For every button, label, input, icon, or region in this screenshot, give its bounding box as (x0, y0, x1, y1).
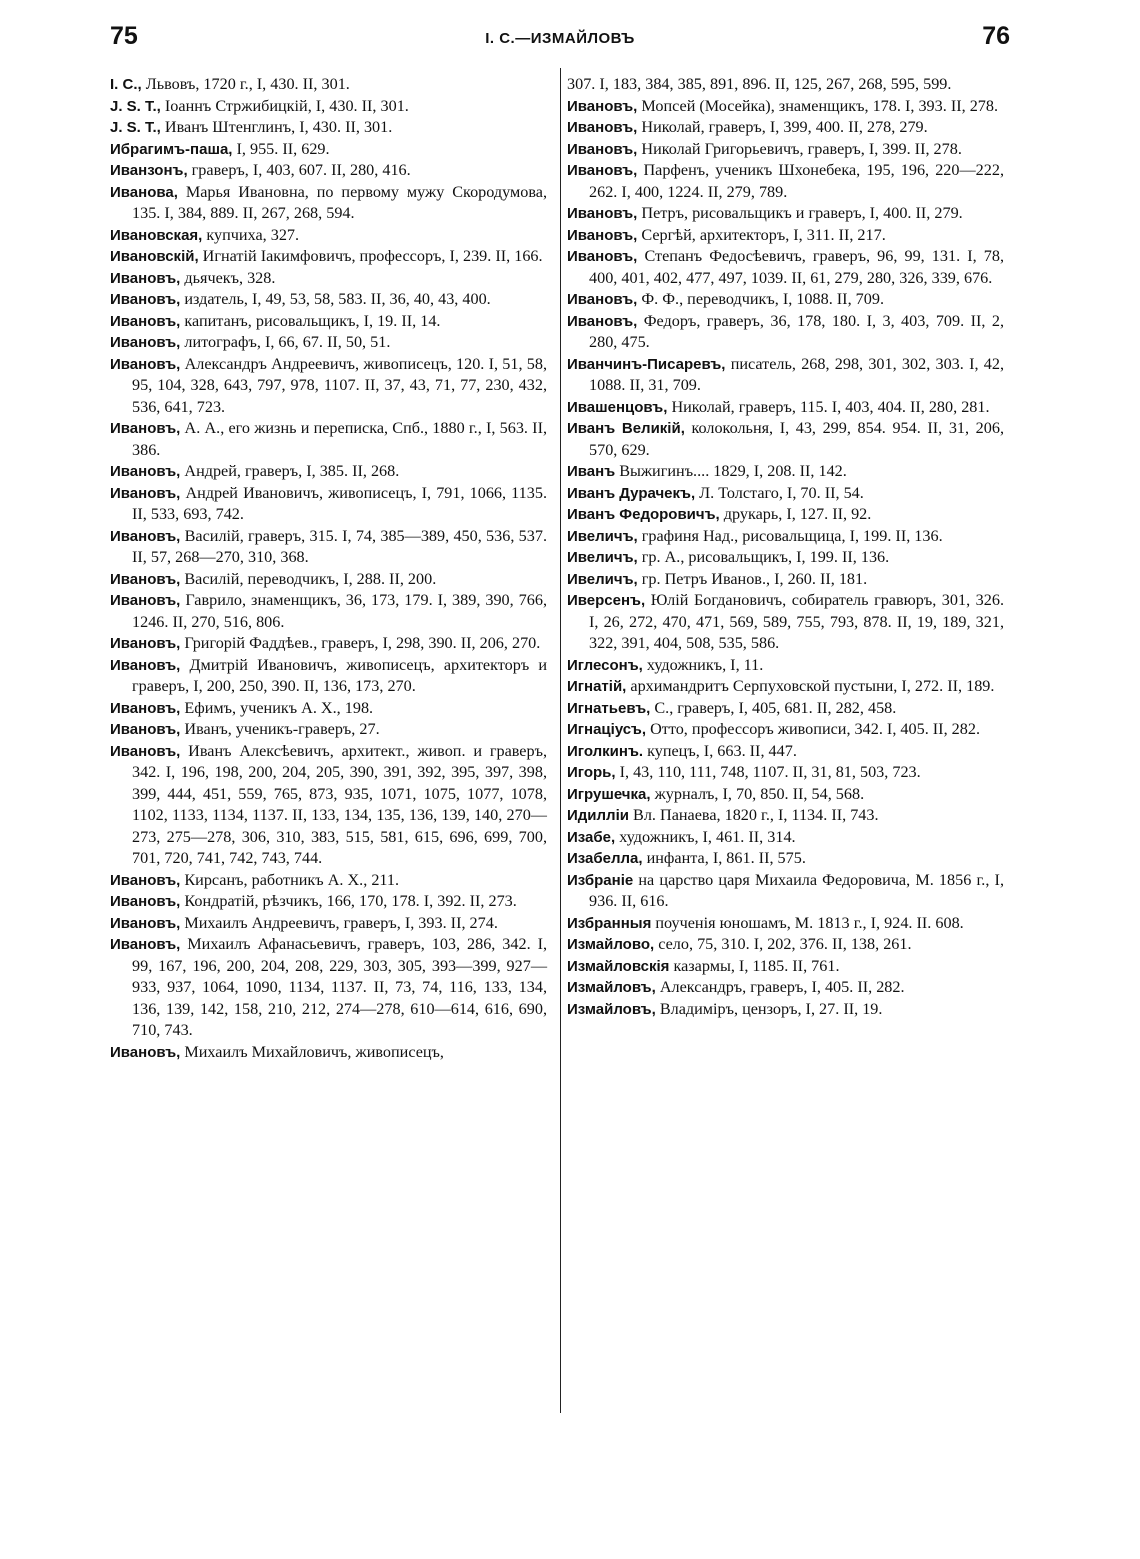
right-page-number: 76 (982, 22, 1010, 50)
entry-headword: Иванъ (567, 463, 616, 480)
left-page-number: 75 (110, 22, 138, 50)
entry-text: село, 75, 310. I, 202, 376. II, 138, 261. (658, 935, 912, 953)
entry-headword: Избранныя (567, 914, 652, 932)
entry-headword: Ивановъ, (110, 527, 181, 545)
entry-text: Иванъ, ученикъ-граверъ, 27. (184, 720, 380, 738)
entry-headword: Ивановъ, (110, 914, 181, 932)
entry-headword: Ивановъ, (567, 226, 638, 244)
entry-text: дьячекъ, 328. (184, 268, 276, 287)
index-entry (567, 289, 1004, 311)
index-entry (110, 526, 547, 569)
entry-text: Михаилъ Афанасьевичъ, граверъ, 103, 286, 342. I, 99, 167, 196, 200, 204, 208, 229, 303, 305, 393—399, 927—933, 937, 1064, 1090, 1134, 1137. II, 73, 74, 116, 133, 134, 136, 139, 142, 158, 210, 212, 274—278, 610—614, 616, 690, 710, 743. (132, 935, 547, 1039)
entry-headword: Ивановъ, (110, 570, 181, 588)
entry-text: друкарь, I, 127. II, 92. (723, 505, 872, 523)
index-entry (567, 354, 1004, 397)
entry-text: Львовъ, 1720 г., I, 430. II, 301. (145, 75, 350, 93)
index-entry (110, 139, 547, 161)
entry-text: I, 43, 110, 111, 748, 1107. II, 31, 81, 503, 723. (619, 763, 921, 781)
entry-headword: Иванзонъ, (110, 162, 188, 179)
entry-text: купецъ, I, 663. II, 447. (647, 741, 797, 760)
entry-text: Мопсей (Мосейка), знаменщикъ, 178. I, 393. II, 278. (641, 96, 999, 115)
entry-text: Николай, граверъ, 115. I, 403, 404. II, 280, 281. (671, 397, 990, 416)
index-entry (110, 913, 547, 935)
entry-headword: Ивановскій, (110, 248, 199, 265)
entry-text: писатель, 268, 298, 301, 302, 303. I, 42, 1088. II, 31, 709. (589, 354, 1004, 394)
entry-headword: Иванъ Федоровичъ, (567, 506, 720, 523)
index-entry (567, 418, 1004, 461)
index-entry (567, 805, 1004, 827)
index-entry (567, 461, 1004, 483)
entry-headword: Иглесонъ, (567, 656, 643, 674)
entry-text: Ефимъ, ученикъ А. Х., 198. (184, 698, 374, 717)
index-entry (567, 934, 1004, 956)
entry-text: Марья Ивановна, по первому мужу Скородумова, 135. I, 384, 889. II, 267, 268, 594. (132, 182, 548, 222)
entry-text: издатель, I, 49, 53, 58, 583. II, 36, 40, 43, 400. (184, 290, 491, 308)
entry-text: капитанъ, рисовальщикъ, I, 19. II, 14. (184, 311, 441, 330)
entry-headword: Измайловъ, (567, 1000, 656, 1018)
index-entry (567, 397, 1004, 419)
entry-text: Выжигинъ.... 1829, I, 208. II, 142. (619, 462, 847, 480)
entry-text: Григорій Фаддѣев., граверъ, I, 298, 390. II, 206, 270. (184, 634, 541, 652)
entry-text: литографъ, I, 66, 67. II, 50, 51. (184, 333, 391, 351)
entry-headword: Ивановъ, (567, 205, 638, 222)
index-entry (110, 934, 547, 1042)
entry-headword: Ивановъ, (567, 162, 638, 179)
entry-text: художникъ, I, 11. (646, 655, 764, 674)
index-entry (567, 139, 1004, 161)
entry-text: Игнатій Іакимфовичъ, профессоръ, I, 239. II, 166. (202, 247, 543, 265)
index-entry (110, 483, 547, 526)
entry-text: Отто, профессоръ живописи, 342. I, 405. II, 282. (650, 720, 980, 738)
entry-headword: Ивановъ, (110, 484, 181, 502)
entry-headword: Избраніе (567, 871, 634, 889)
entry-text: Іоаннъ Стржибицкій, I, 430. II, 301. (164, 96, 409, 115)
entry-headword: Ивановъ, (110, 699, 181, 717)
index-entry (110, 182, 547, 225)
index-entry (567, 977, 1004, 999)
index-entry (567, 225, 1004, 247)
entry-text: поученія юношамъ, М. 1813 г., I, 924. II. 608. (655, 913, 964, 932)
entry-text: Андрей Ивановичъ, живописецъ, I, 791, 1066, 1135. II, 533, 693, 742. (132, 483, 547, 523)
index-entry (567, 526, 1004, 548)
entry-text: I, 955. II, 629. (236, 139, 330, 158)
index-entry (110, 332, 547, 354)
entry-headword: Ивановъ, (567, 291, 638, 308)
index-entry (110, 698, 547, 720)
entry-text: 307. I, 183, 384, 385, 891, 896. II, 125, 267, 268, 595, 599. (567, 75, 952, 93)
index-entry (567, 655, 1004, 677)
index-entry (110, 268, 547, 290)
entry-text: Дмитрій Ивановичъ, живописецъ, архитекторъ и граверъ, I, 200, 250, 390. II, 136, 173, 270. (132, 655, 548, 695)
entry-headword: Иванъ Дурачекъ, (567, 484, 696, 502)
entry-text: графиня Над., рисовальщица, I, 199. II, 136. (641, 526, 943, 545)
index-entry (110, 117, 547, 139)
entry-text: Иванъ Алексѣевичъ, архитект., живоп. и граверъ, 342. I, 196, 198, 200, 204, 205, 390, 391, 392, 395, 397, 398, 399, 444, 451, 559, 765, 873, 935, 1071, 1075, 1077, 1078, 1102, 1133, 1134, 1137. II, 133, 134, 135, 136, 139, 140, 270—273, 275—278, 306, 310, 383, 515, 581, 615, 696, 699, 700, 701, 720, 741, 742, 743, 744. (132, 741, 548, 867)
index-entry (110, 461, 547, 483)
right-column (567, 74, 1004, 1020)
entry-headword: Ивеличъ, (567, 570, 638, 588)
index-entry (110, 160, 547, 182)
entry-headword: Ибрагимъ-паша, (110, 140, 233, 158)
entry-text: архимандритъ Серпуховской пустыни, I, 272. II, 189. (630, 677, 995, 695)
index-entry (567, 999, 1004, 1021)
entry-headword: Игрушечка, (567, 785, 651, 803)
entry-text: гр. Петръ Иванов., I, 260. II, 181. (641, 569, 868, 588)
index-entry (567, 504, 1004, 526)
entry-text: инфанта, I, 861. II, 575. (646, 849, 806, 867)
index-entry (110, 354, 547, 419)
index-entry (567, 590, 1004, 655)
entry-text: граверъ, I, 403, 607. II, 280, 416. (191, 161, 411, 179)
index-entry (110, 311, 547, 333)
entry-text: гр. А., рисовальщикъ, I, 199. II, 136. (641, 548, 890, 566)
entry-headword: I. C., (110, 76, 142, 93)
running-title: I. C.—ИЗМАЙЛОВЪ (485, 30, 635, 47)
entry-text: Юлій Богдановичъ, собиратель гравюръ, 301, 326. I, 26, 272, 470, 471, 569, 589, 755, 793, 878. II, 19, 189, 321, 322, 391, 404, 508, 535, 586. (589, 591, 1004, 652)
entry-headword: Ивановъ, (110, 656, 181, 674)
entry-text: Иванъ Штенглинъ, I, 430. II, 301. (164, 118, 393, 136)
entry-headword: Ивановъ, (110, 1043, 181, 1061)
entry-headword: Иванчинъ-Писаревъ, (567, 355, 726, 373)
index-entry (567, 741, 1004, 763)
entry-headword: Игнаціусъ, (567, 721, 647, 738)
entry-text: Вл. Панаева, 1820 г., I, 1134. II, 743. (633, 806, 879, 824)
entry-text: Кирсанъ, работникъ А. Х., 211. (184, 870, 400, 889)
entry-headword: Ивеличъ, (567, 527, 638, 545)
index-entry (110, 225, 547, 247)
entry-headword: Ивановъ, (110, 721, 181, 738)
index-entry (110, 569, 547, 591)
index-entry (110, 289, 547, 311)
index-entry (110, 96, 547, 118)
entry-headword: Иголкинъ. (567, 742, 644, 760)
entry-headword: Измайловскія (567, 957, 670, 975)
entry-headword: Идилліи (567, 807, 629, 824)
index-entry (567, 311, 1004, 354)
index-entry (110, 590, 547, 633)
index-entry (110, 719, 547, 741)
index-entry (567, 676, 1004, 698)
index-entry (567, 698, 1004, 720)
entry-text: С., граверъ, I, 405, 681. II, 282, 458. (654, 698, 897, 717)
entry-text: Гаврило, знаменщикъ, 36, 173, 179. I, 389, 390, 766, 1246. II, 270, 516, 806. (132, 591, 547, 631)
entry-text: Степанъ Федосѣевичъ, граверъ, 96, 99, 131. I, 78, 400, 401, 402, 477, 497, 1039. II, 61, 279, 280, 326, 339, 676. (589, 247, 1005, 287)
entry-text: Ф. Ф., переводчикъ, I, 1088. II, 709. (641, 290, 884, 308)
entry-text: купчиха, 327. (206, 225, 300, 244)
index-entry (567, 762, 1004, 784)
entry-text: Петръ, рисовальщикъ и граверъ, I, 400. II, 279. (641, 204, 963, 222)
entry-headword: Ивановъ, (110, 893, 181, 910)
index-entry (567, 913, 1004, 935)
index-entry (567, 870, 1004, 913)
entry-headword: J. S. T., (110, 119, 161, 136)
index-entry (110, 74, 547, 96)
entry-headword: Игнатьевъ, (567, 699, 651, 717)
entry-text: на царство царя Михаила Федоровича, М. 1856 г., I, 936. II, 616. (589, 870, 1004, 910)
entry-text: Николай Григорьевичъ, граверъ, I, 399. II, 278. (641, 139, 962, 158)
entry-text: колокольня, I, 43, 299, 854. 954. II, 31, 206, 570, 629. (589, 419, 1004, 459)
entry-headword: Ивановъ, (110, 463, 181, 480)
left-column (110, 74, 547, 1063)
entry-headword: Ивановъ, (567, 119, 638, 136)
entry-headword: Игнатій, (567, 678, 627, 695)
index-entry (567, 246, 1004, 289)
index-entry (567, 848, 1004, 870)
entry-text: Парфенъ, ученикъ Шхонебека, 195, 196, 220—222, 262. I, 400, 1224. II, 279, 789. (589, 161, 1005, 201)
entry-headword: Измайловъ, (567, 979, 656, 996)
entry-text: Александръ, граверъ, I, 405. II, 282. (659, 978, 905, 996)
entry-text: Андрей, граверъ, I, 385. II, 268. (184, 462, 400, 480)
entry-headword: Ивановъ, (110, 592, 181, 609)
entry-text: А. А., его жизнь и переписка, Спб., 1880 г., I, 563. II, 386. (132, 419, 548, 459)
entry-headword: Ивановъ, (567, 248, 638, 265)
index-entry (110, 741, 547, 870)
index-entry (567, 547, 1004, 569)
entry-headword: Ивановъ, (110, 635, 181, 652)
entry-headword: Ивановъ, (110, 269, 181, 287)
index-entry (567, 160, 1004, 203)
entry-headword: Ивановъ, (110, 871, 181, 889)
index-entry (110, 870, 547, 892)
entry-headword: Иванова, (110, 183, 178, 201)
entry-headword: Изабелла, (567, 850, 643, 867)
entry-headword: Ивановъ, (110, 742, 181, 760)
entry-text: Федоръ, граверъ, 36, 178, 180. I, 3, 403, 709. II, 2, 280, 475. (589, 311, 1004, 351)
entry-headword: Ивановъ, (567, 97, 638, 115)
entry-headword: Ивеличъ, (567, 549, 638, 566)
index-entry (110, 891, 547, 913)
entry-headword: Ивановъ, (567, 312, 638, 330)
entry-headword: J. S. T., (110, 97, 161, 115)
entry-text: Л. Толстаго, I, 70. II, 54. (699, 483, 864, 502)
entry-text: Михаилъ Андреевичъ, граверъ, I, 393. II, 274. (184, 913, 498, 932)
entry-headword: Ивановъ, (110, 936, 181, 953)
entry-text: Василій, переводчикъ, I, 288. II, 200. (184, 569, 437, 588)
entry-text: художникъ, I, 461. II, 314. (619, 827, 796, 846)
entry-headword: Ивановъ, (110, 355, 181, 373)
index-entry (567, 784, 1004, 806)
entry-headword: Ивановъ, (110, 312, 181, 330)
index-entry (567, 569, 1004, 591)
entry-headword: Ивашенцовъ, (567, 398, 668, 416)
index-entry (567, 117, 1004, 139)
index-entry (567, 483, 1004, 505)
entry-headword: Ивановъ, (567, 140, 638, 158)
index-entry (110, 246, 547, 268)
index-entry (567, 96, 1004, 118)
index-entry (110, 633, 547, 655)
entry-text: казармы, I, 1185. II, 761. (673, 956, 840, 975)
index-entry (567, 74, 1004, 96)
index-entry (110, 655, 547, 698)
index-entry (110, 1042, 547, 1064)
entry-text: Николай, граверъ, I, 399, 400. II, 278, 279. (641, 118, 928, 136)
index-entry (567, 956, 1004, 978)
index-entry (567, 203, 1004, 225)
entry-text: Сергѣй, архитекторъ, I, 311. II, 217. (641, 225, 886, 244)
column-divider (560, 68, 561, 1413)
entry-headword: Иванъ Великій, (567, 420, 685, 437)
entry-headword: Игорь, (567, 764, 616, 781)
entry-text: Владиміръ, цензоръ, I, 27. II, 19. (659, 999, 883, 1018)
entry-text: Василій, граверъ, 315. I, 74, 385—389, 450, 536, 537. II, 57, 268—270, 310, 368. (132, 526, 548, 566)
entry-headword: Иверсенъ, (567, 592, 646, 609)
index-entry (567, 827, 1004, 849)
entry-text: журналъ, I, 70, 850. II, 54, 568. (654, 784, 865, 803)
entry-headword: Ивановская, (110, 226, 203, 244)
page-header (110, 22, 1010, 62)
entry-headword: Измайлово, (567, 936, 655, 953)
index-entry (567, 719, 1004, 741)
entry-text: Александръ Андреевичъ, живописецъ, 120. I, 51, 58, 95, 104, 328, 643, 797, 978, 1107. II, 37, 43, 71, 77, 230, 432, 536, 641, 723. (132, 354, 547, 416)
index-entry (110, 418, 547, 461)
entry-headword: Ивановъ, (110, 291, 181, 308)
entry-text: Кондратій, рѣзчикъ, 166, 170, 178. I, 392. II, 273. (184, 892, 517, 910)
entry-headword: Изабе, (567, 828, 616, 846)
entry-headword: Ивановъ, (110, 420, 181, 437)
entry-text: Михаилъ Михайловичъ, живописецъ, (184, 1042, 444, 1061)
entry-headword: Ивановъ, (110, 334, 181, 351)
